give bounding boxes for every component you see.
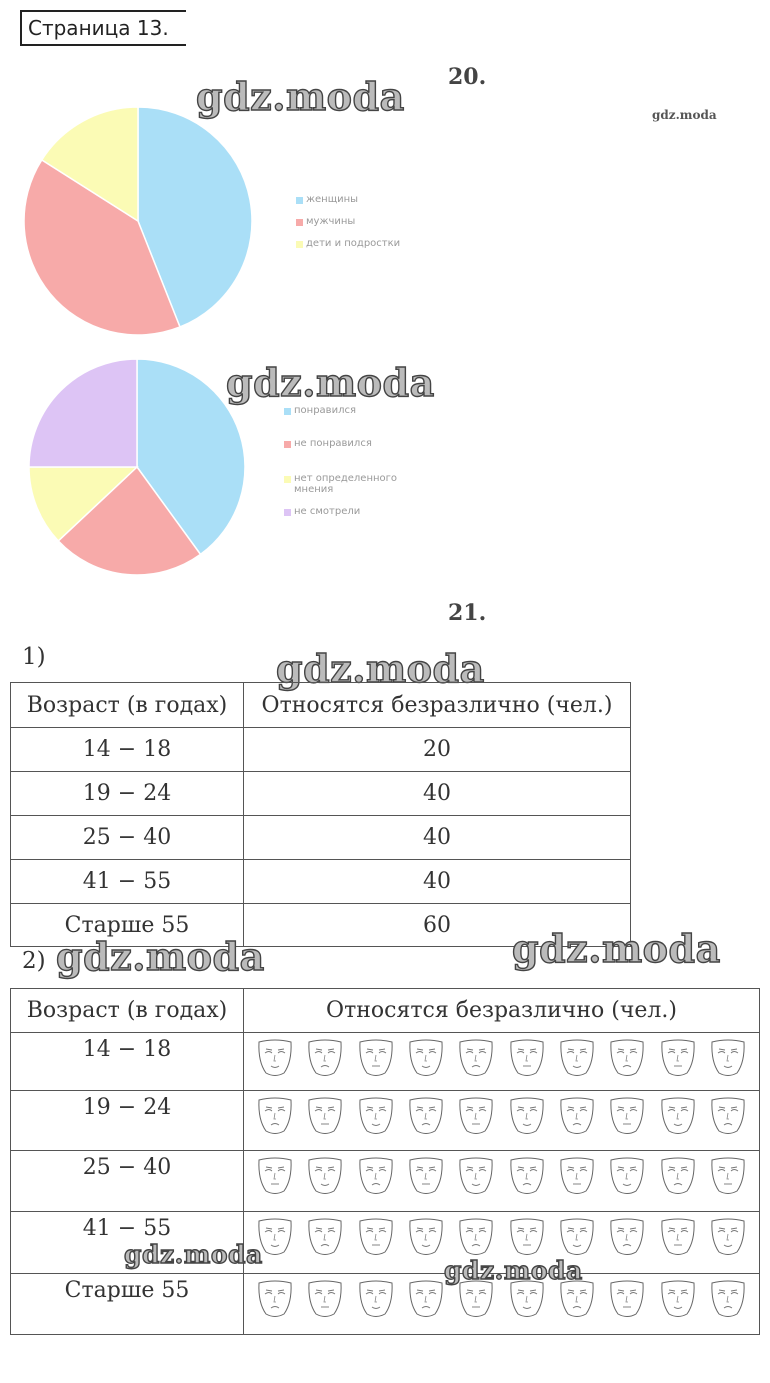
table-row <box>11 728 631 772</box>
table-row <box>11 1151 760 1212</box>
watermark: gdz.moda <box>226 360 435 405</box>
face-icon <box>508 1216 546 1258</box>
watermark-small: gdz.moda <box>652 108 717 122</box>
part-2-label: 2) <box>22 948 46 974</box>
face-icon <box>357 1037 395 1079</box>
face-icon <box>558 1216 596 1258</box>
age-cell: 14 − 18 <box>11 1033 244 1091</box>
task-21-number: 21. <box>448 600 487 626</box>
count-cell: 40 <box>244 772 631 816</box>
count-cell: 20 <box>244 728 631 772</box>
face-icon <box>457 1095 495 1137</box>
watermark: gdz.moda <box>196 74 405 119</box>
legend-label: дети и подростки <box>306 238 401 249</box>
face-icon <box>256 1278 294 1320</box>
table-row <box>11 860 631 904</box>
count-cell: 60 <box>244 904 631 947</box>
legend-label: понравился <box>294 405 356 416</box>
pie-chart-1-legend <box>296 194 436 254</box>
column-header-count: Относятся безразлично (чел.) <box>244 683 631 728</box>
pictograph-cell <box>244 1091 760 1151</box>
legend-item <box>296 216 355 227</box>
face-icon <box>407 1278 445 1320</box>
table-row <box>11 1274 760 1335</box>
legend-swatch <box>296 241 303 248</box>
face-icon <box>659 1037 697 1079</box>
face-icon <box>306 1155 344 1197</box>
face-icon <box>407 1037 445 1079</box>
face-icon <box>407 1095 445 1137</box>
watermark: gdz.moda <box>444 1256 583 1285</box>
face-icon <box>709 1278 747 1320</box>
table-row <box>11 1091 760 1151</box>
legend-item <box>284 506 360 517</box>
age-cell: 14 − 18 <box>11 728 244 772</box>
face-icon <box>306 1037 344 1079</box>
face-icon <box>508 1155 546 1197</box>
legend-swatch <box>296 197 303 204</box>
pie-chart-2 <box>26 356 248 578</box>
legend-item <box>296 194 358 205</box>
face-icon <box>608 1216 646 1258</box>
face-icon <box>457 1216 495 1258</box>
face-icon <box>407 1216 445 1258</box>
face-icon <box>357 1095 395 1137</box>
pictograph-cell <box>244 1033 760 1091</box>
pie-chart-2-legend <box>284 405 424 520</box>
watermark: gdz.moda <box>124 1240 263 1269</box>
face-icon <box>709 1095 747 1137</box>
watermark: gdz.moda <box>512 926 721 971</box>
legend-item <box>284 438 372 449</box>
face-icon <box>357 1278 395 1320</box>
face-icon <box>659 1095 697 1137</box>
face-icon <box>306 1095 344 1137</box>
legend-swatch <box>284 408 291 415</box>
face-icon <box>357 1155 395 1197</box>
age-cell: Старше 55 <box>11 904 244 947</box>
legend-swatch <box>284 509 291 516</box>
age-cell: 19 − 24 <box>11 772 244 816</box>
face-icon <box>457 1155 495 1197</box>
table-row <box>11 1033 760 1091</box>
face-icon <box>709 1216 747 1258</box>
face-icon <box>659 1155 697 1197</box>
task-20-number: 20. <box>448 64 487 90</box>
face-icon <box>608 1037 646 1079</box>
legend-label: не понравился <box>294 438 372 449</box>
column-header-count: Относятся безразлично (чел.) <box>244 989 760 1033</box>
table-row <box>11 1212 760 1274</box>
table-row <box>11 816 631 860</box>
legend-swatch <box>296 219 303 226</box>
face-icon <box>608 1155 646 1197</box>
age-cell: 25 − 40 <box>11 1151 244 1212</box>
age-cell: 19 − 24 <box>11 1091 244 1151</box>
face-icon <box>608 1278 646 1320</box>
table-row <box>11 772 631 816</box>
face-icon <box>508 1095 546 1137</box>
legend-item <box>284 405 356 416</box>
pie-chart-1 <box>20 103 256 339</box>
watermark: gdz.moda <box>56 934 265 979</box>
pictograph-cell <box>244 1151 760 1212</box>
legend-swatch <box>284 441 291 448</box>
count-cell: 40 <box>244 816 631 860</box>
face-icon <box>407 1155 445 1197</box>
legend-item <box>296 238 400 249</box>
age-cell: 41 − 55 <box>11 1212 244 1274</box>
pie-slice <box>29 359 137 467</box>
face-icon <box>558 1095 596 1137</box>
age-cell: 25 − 40 <box>11 816 244 860</box>
face-icon <box>256 1155 294 1197</box>
face-icon <box>709 1037 747 1079</box>
legend-item <box>284 473 404 495</box>
face-icon <box>558 1155 596 1197</box>
count-cell: 40 <box>244 860 631 904</box>
face-icon <box>659 1216 697 1258</box>
face-icon <box>256 1037 294 1079</box>
face-icon <box>306 1278 344 1320</box>
legend-label: нет определенного мнения <box>294 473 398 495</box>
face-icon <box>709 1155 747 1197</box>
watermark: gdz.moda <box>276 646 485 691</box>
legend-label: мужчины <box>306 216 356 227</box>
face-icon <box>659 1278 697 1320</box>
face-icon <box>457 1037 495 1079</box>
legend-label: женщины <box>306 194 359 205</box>
table-part-2 <box>10 988 760 1335</box>
face-icon <box>306 1216 344 1258</box>
column-header-age: Возраст (в годах) <box>11 683 244 728</box>
face-icon <box>357 1216 395 1258</box>
table-part-1 <box>10 682 631 947</box>
part-1-label: 1) <box>22 644 46 670</box>
face-icon <box>558 1037 596 1079</box>
face-icon <box>508 1037 546 1079</box>
age-cell: Старше 55 <box>11 1274 244 1335</box>
legend-swatch <box>284 476 291 483</box>
legend-label: не смотрели <box>294 506 361 517</box>
face-icon <box>608 1095 646 1137</box>
face-icon <box>256 1095 294 1137</box>
page-label: Страница 13. <box>20 10 186 46</box>
column-header-age: Возраст (в годах) <box>11 989 244 1033</box>
age-cell: 41 − 55 <box>11 860 244 904</box>
